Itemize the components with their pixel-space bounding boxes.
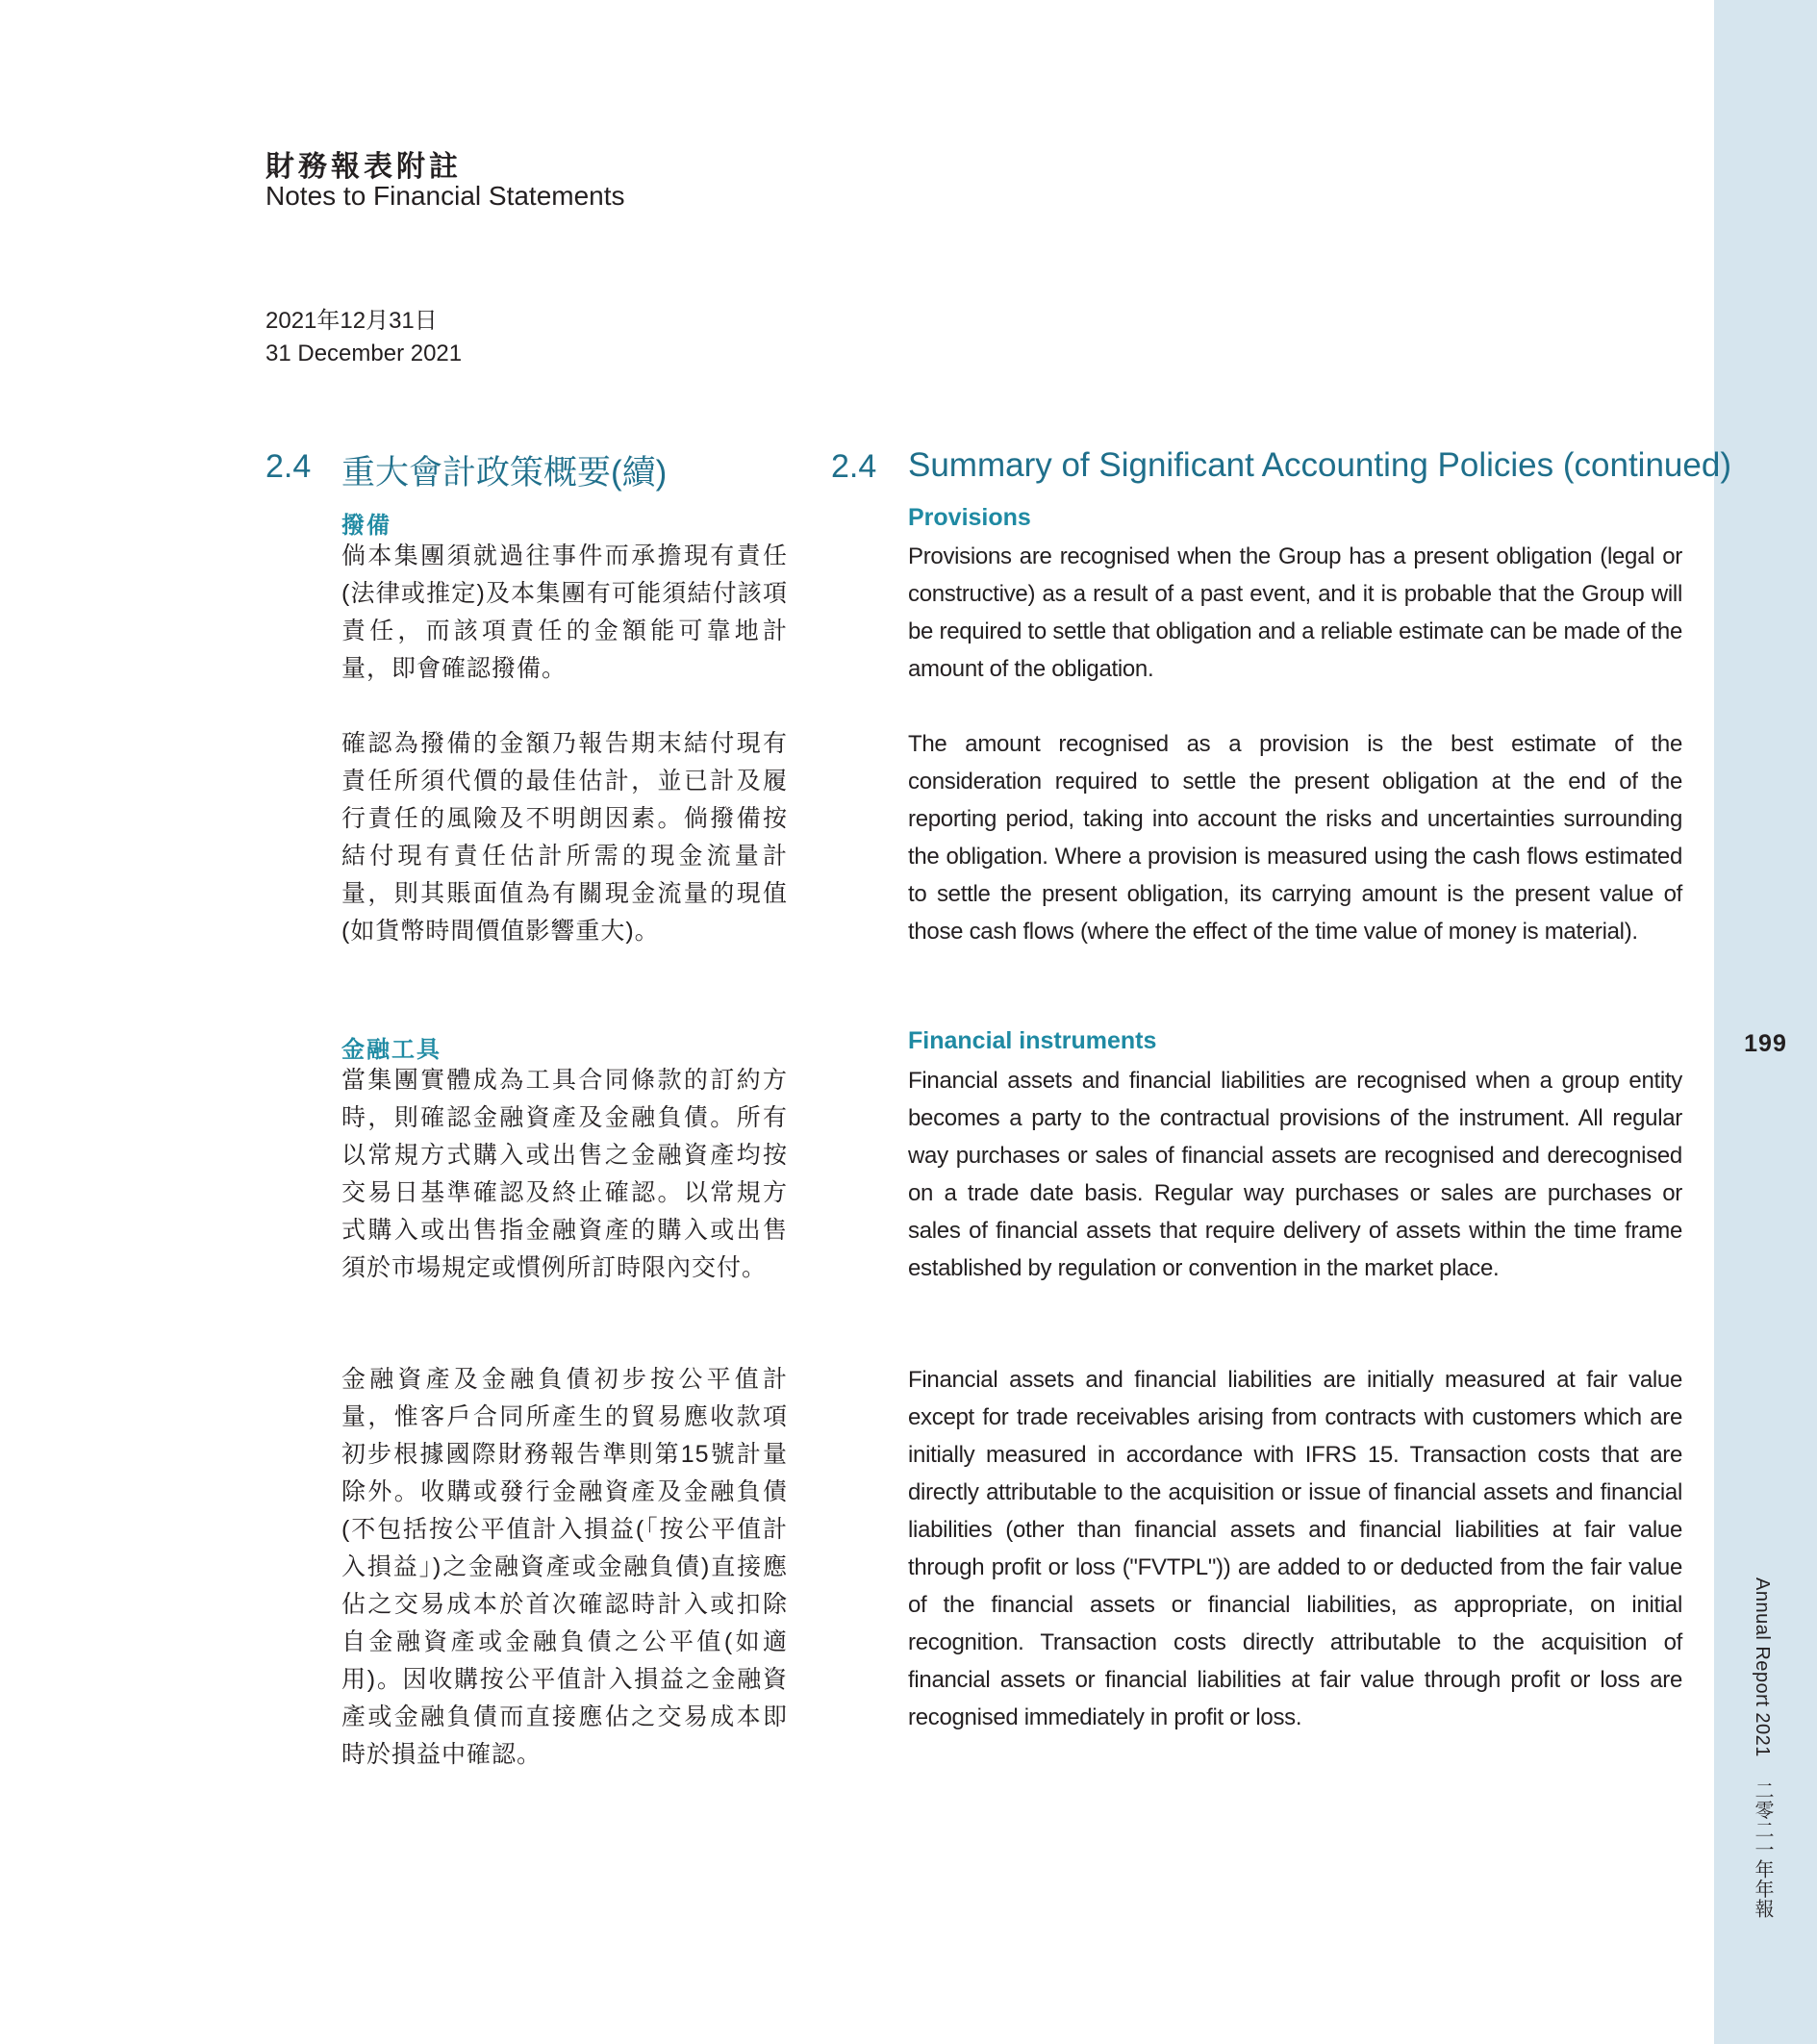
financial-instruments-paragraph-en-1: Financial assets and financial liabilities are recognised when a group entity becomes a party to the contractual provisions of the instrument. All regular way purchases or sales of financial assets are recognised and derecognised on a trade date basis. Regular way purchases or sales are purchases or sales of financial assets that require delivery of assets within the time frame established by regulation or convention in the market place. — [908, 1068, 1682, 1281]
provisions-paragraph-en-1: Provisions are recognised when the Group has a present obligation (legal or constructive) as a result of a past event, and it is probable that the Group will be required to settle that obligation and a reliable estimate can be made of the amount of the obligation. — [908, 543, 1682, 682]
financial-instruments-paragraph-zh-1: 當集團實體成為工具合同條款的訂約方時，則確認金融資產及金融負債。所有以常規方式購入或出售之金融資產均按交易日基準確認及終止確認。以常規方式購入或出售指金融資產的購入或出售須於市場規定或慣例所訂時限內交付。 — [341, 1067, 788, 1281]
section-title-en: Summary of Significant Accounting Policies (continued) — [908, 446, 1731, 484]
report-label-en: Annual Report 2021 — [1752, 1577, 1773, 1757]
report-label — [1749, 1577, 1777, 1935]
date-zh: 2021年12月31日 — [265, 308, 438, 334]
page-title-zh: 財務報表附註 — [265, 151, 462, 183]
section-number-en: 2.4 — [831, 448, 877, 485]
provisions-heading-en: Provisions — [908, 504, 1031, 531]
report-label-zh: 二零二一年年報 — [1752, 1779, 1773, 1919]
financial-instruments-heading-zh: 金融工具 — [341, 1037, 442, 1063]
provisions-heading-zh: 撥備 — [341, 513, 391, 539]
provisions-paragraph-zh-1: 倘本集團須就過往事件而承擔現有責任(法律或推定)及本集團有可能須結付該項責任，而該項責任的金額能可靠地計量，即會確認撥備。 — [341, 543, 788, 682]
financial-instruments-paragraph-zh-2: 金融資產及金融負債初步按公平值計量，惟客戶合同所產生的貿易應收款項初步根據國際財務報告準則第15號計量除外。收購或發行金融資產及金融負債(不包括按公平值計入損益(「按公平值計入損益」)之金融資產或金融負債)直接應佔之交易成本於首次確認時計入或扣除自金融資產或金融負債之公平值(如適用)。因收購按公平值計入損益之金融資產或金融負債而直接應佔之交易成本即時於損益中確認。 — [341, 1366, 788, 1768]
provisions-paragraph-zh-2: 確認為撥備的金額乃報告期末結付現有責任所須代價的最佳估計，並已計及履行責任的風險及不明朗因素。倘撥備按結付現有責任估計所需的現金流量計量，則其賬面值為有關現金流量的現值(如貨幣時間價值影響重大)。 — [341, 730, 788, 945]
section-title-zh: 重大會計政策概要(續) — [341, 454, 668, 492]
date-en: 31 December 2021 — [265, 341, 463, 366]
page-title-en: Notes to Financial Statements — [265, 181, 625, 211]
provisions-paragraph-en-2: The amount recognised as a provision is the best estimate of the consideration required to settle the present obligation at the end of the reporting period, taking into account the risks and uncertainties surrounding the obligation. Where a provision is measured using the cash flows estimated to settle the present obligation, its carrying amount is the present value of those cash flows (where the effect of the time value of money is material). — [908, 731, 1682, 945]
section-number-zh: 2.4 — [265, 448, 312, 485]
financial-instruments-paragraph-en-2: Financial assets and financial liabilities are initially measured at fair value except for trade receivables arising from contracts with customers which are initially measured in accordance with IFRS 15. Transaction costs that are directly attributable to the acquisition or issue of financial assets and financial liabilities (other than financial assets and financial liabilities at fair value through profit or loss ("FVTPL")) are added to or deducted from the fair value of the financial assets or financial liabilities, as appropriate, on initial recognition. Transaction costs directly attributable to the acquisition of financial assets or financial liabilities at fair value through profit or loss are recognised immediately in profit or loss. — [908, 1367, 1682, 1730]
page-number: 199 — [1744, 1030, 1787, 1057]
financial-instruments-heading-en: Financial instruments — [908, 1027, 1157, 1054]
